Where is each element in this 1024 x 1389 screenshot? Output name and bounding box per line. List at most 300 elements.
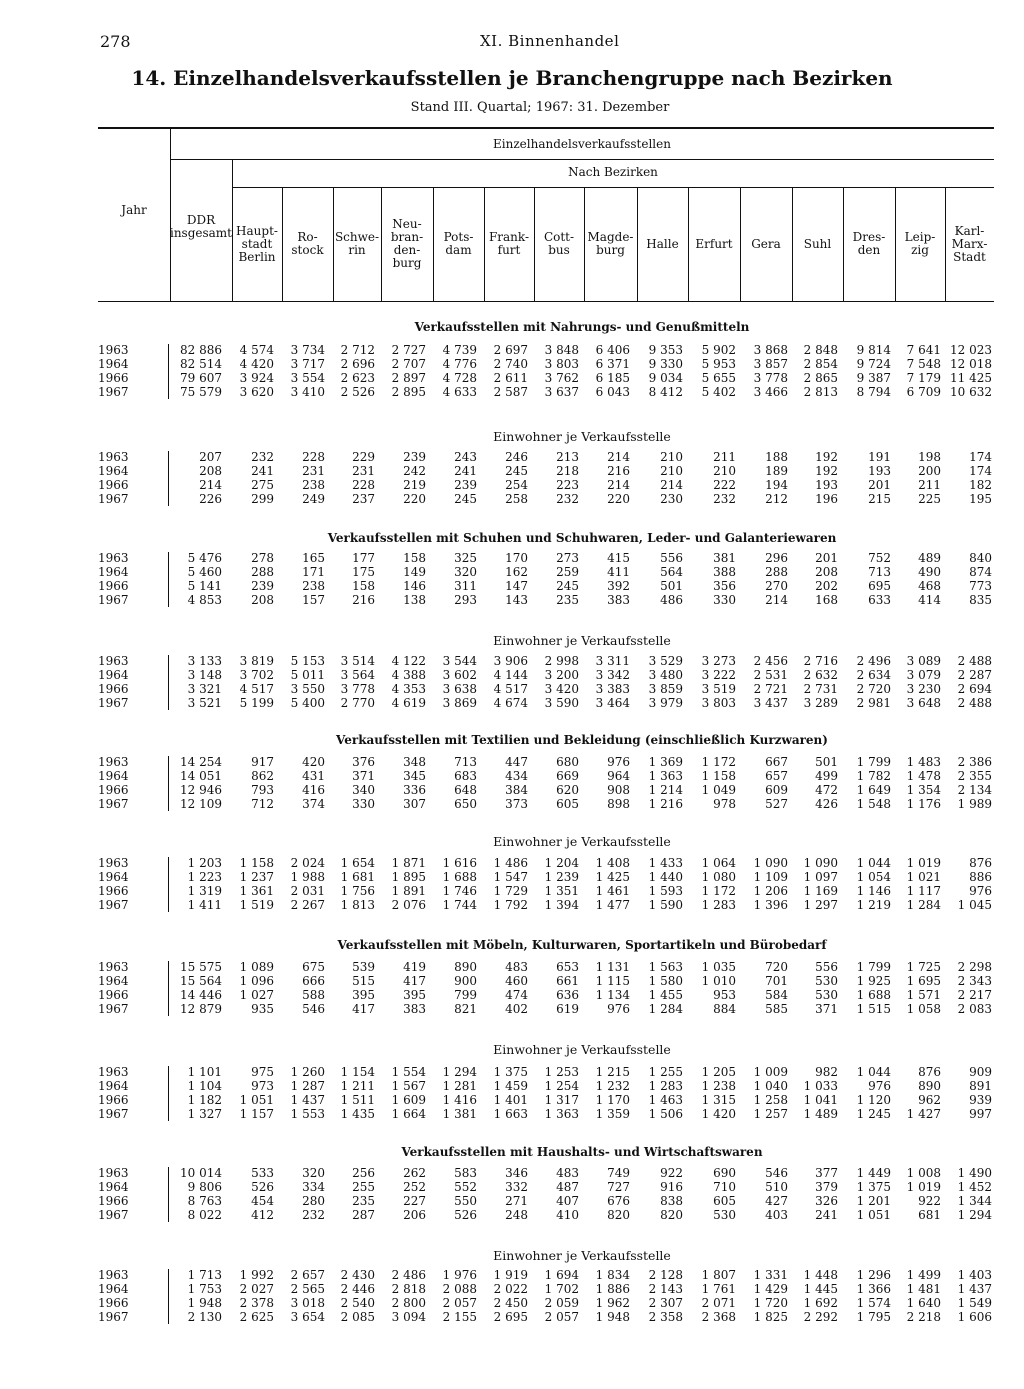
row-value: 6 043 <box>595 385 630 399</box>
row-value: 307 <box>403 797 426 811</box>
row-value: 1 319 <box>187 884 222 898</box>
table-row <box>98 371 994 385</box>
row-year: 1964 <box>98 1180 129 1194</box>
row-value: 1 206 <box>753 884 788 898</box>
row-value: 1 317 <box>544 1093 579 1107</box>
header-column: Ro- stock <box>291 230 324 257</box>
row-value: 195 <box>969 492 992 506</box>
row-value: 177 <box>352 551 375 565</box>
row-value: 192 <box>815 464 838 478</box>
row-value: 1 255 <box>648 1065 683 1079</box>
header-column: Halle <box>646 236 679 251</box>
header-column: Dres- den <box>852 230 886 257</box>
row-value: 1 009 <box>753 1065 788 1079</box>
row-value: 1 427 <box>906 1107 941 1121</box>
row-value: 712 <box>251 797 274 811</box>
row-value: 489 <box>918 551 941 565</box>
row-value: 411 <box>607 565 630 579</box>
row-value: 1 725 <box>906 960 941 974</box>
row-value: 4 353 <box>391 682 426 696</box>
row-value: 419 <box>403 960 426 974</box>
row-value: 1 609 <box>391 1093 426 1107</box>
row-value: 4 633 <box>442 385 477 399</box>
row-value: 1 158 <box>239 856 274 870</box>
row-value: 214 <box>660 478 683 492</box>
row-value: 82 514 <box>180 357 222 371</box>
row-value: 273 <box>556 551 579 565</box>
row-value: 862 <box>251 769 274 783</box>
row-value: 683 <box>454 769 477 783</box>
row-value: 237 <box>352 492 375 506</box>
row-year: 1966 <box>98 371 129 385</box>
row-value: 793 <box>251 783 274 797</box>
row-value: 1 795 <box>856 1310 891 1324</box>
row-value: 1 044 <box>856 856 891 870</box>
row-value: 3 648 <box>906 696 941 710</box>
row-value: 2 076 <box>391 898 426 912</box>
row-value: 976 <box>607 1002 630 1016</box>
row-value: 1 201 <box>856 1194 891 1208</box>
row-value: 799 <box>454 988 477 1002</box>
row-value: 4 728 <box>442 371 477 385</box>
row-value: 147 <box>505 579 528 593</box>
row-value: 6 406 <box>595 343 630 357</box>
row-value: 1 663 <box>493 1107 528 1121</box>
row-value: 7 641 <box>906 343 941 357</box>
row-year: 1966 <box>98 988 129 1002</box>
row-value: 232 <box>713 492 736 506</box>
row-value: 490 <box>918 565 941 579</box>
row-value: 325 <box>454 551 477 565</box>
row-value: 383 <box>607 593 630 607</box>
row-value: 3 018 <box>290 1296 325 1310</box>
row-value: 3 734 <box>290 343 325 357</box>
row-value: 1 799 <box>856 755 891 769</box>
row-value: 515 <box>352 974 375 988</box>
row-value: 206 <box>403 1208 426 1222</box>
header-column: Magde- burg <box>587 230 634 257</box>
row-value: 232 <box>302 1208 325 1222</box>
row-value: 1 239 <box>544 870 579 884</box>
row-value: 211 <box>918 478 941 492</box>
header-jahr: Jahr <box>121 202 147 217</box>
row-value: 14 254 <box>180 755 222 769</box>
row-value: 1 435 <box>340 1107 375 1121</box>
row-value: 1 606 <box>957 1310 992 1324</box>
row-value: 158 <box>403 551 426 565</box>
row-value: 12 023 <box>950 343 992 357</box>
section-title: Einwohner je Verkaufsstelle <box>493 834 671 849</box>
row-value: 12 109 <box>180 797 222 811</box>
row-value: 1 287 <box>290 1079 325 1093</box>
row-value: 2 450 <box>493 1296 528 1310</box>
row-value: 1 215 <box>595 1065 630 1079</box>
row-value: 4 619 <box>391 696 426 710</box>
row-value: 212 <box>765 492 788 506</box>
row-value: 426 <box>815 797 838 811</box>
row-value: 4 574 <box>239 343 274 357</box>
row-value: 410 <box>556 1208 579 1222</box>
row-value: 241 <box>815 1208 838 1222</box>
row-value: 1 117 <box>906 884 941 898</box>
row-value: 1 211 <box>340 1079 375 1093</box>
row-value: 820 <box>607 1208 630 1222</box>
row-value: 1 429 <box>753 1282 788 1296</box>
row-value: 773 <box>969 579 992 593</box>
row-value: 214 <box>765 593 788 607</box>
row-value: 165 <box>302 551 325 565</box>
row-value: 3 803 <box>701 696 736 710</box>
row-value: 1 216 <box>648 797 683 811</box>
row-value: 256 <box>352 1166 375 1180</box>
row-value: 2 740 <box>493 357 528 371</box>
row-value: 935 <box>251 1002 274 1016</box>
row-value: 3 778 <box>753 371 788 385</box>
row-value: 218 <box>556 464 579 478</box>
row-year: 1963 <box>98 343 129 357</box>
row-value: 2 358 <box>648 1310 683 1324</box>
row-value: 188 <box>765 450 788 464</box>
table-row <box>98 654 994 668</box>
row-value: 4 144 <box>493 668 528 682</box>
row-value: 1 219 <box>856 898 891 912</box>
row-value: 271 <box>505 1194 528 1208</box>
row-value: 710 <box>713 1180 736 1194</box>
row-value: 6 371 <box>595 357 630 371</box>
row-year: 1966 <box>98 783 129 797</box>
row-year: 1966 <box>98 478 129 492</box>
row-value: 1 799 <box>856 960 891 974</box>
row-value: 669 <box>556 769 579 783</box>
row-value: 1 351 <box>544 884 579 898</box>
row-value: 246 <box>505 450 528 464</box>
row-value: 585 <box>765 1002 788 1016</box>
row-value: 976 <box>969 884 992 898</box>
row-value: 216 <box>607 464 630 478</box>
row-year: 1963 <box>98 450 129 464</box>
row-value: 146 <box>403 579 426 593</box>
row-value: 676 <box>607 1194 630 1208</box>
row-value: 633 <box>868 593 891 607</box>
row-value: 230 <box>660 492 683 506</box>
row-value: 371 <box>352 769 375 783</box>
section-title: Verkaufsstellen mit Schuhen und Schuhwaren, Leder- und Galanteriewaren <box>327 531 837 545</box>
row-value: 909 <box>969 1065 992 1079</box>
row-value: 7 179 <box>906 371 941 385</box>
table-row <box>98 769 994 783</box>
row-year: 1964 <box>98 565 129 579</box>
row-value: 636 <box>556 988 579 1002</box>
row-value: 227 <box>403 1194 426 1208</box>
row-value: 231 <box>352 464 375 478</box>
section-title: Verkaufsstellen mit Nahrungs- und Genußmitteln <box>414 320 750 334</box>
row-value: 1 489 <box>803 1107 838 1121</box>
row-value: 191 <box>868 450 891 464</box>
row-value: 379 <box>815 1180 838 1194</box>
row-value: 2 565 <box>290 1282 325 1296</box>
row-value: 1 445 <box>803 1282 838 1296</box>
row-value: 143 <box>505 593 528 607</box>
row-value: 434 <box>505 769 528 783</box>
row-value: 82 886 <box>180 343 222 357</box>
row-value: 474 <box>505 988 528 1002</box>
row-value: 2 657 <box>290 1268 325 1282</box>
row-value: 1 664 <box>391 1107 426 1121</box>
row-value: 3 638 <box>442 682 477 696</box>
row-value: 1 681 <box>340 870 375 884</box>
row-value: 648 <box>454 783 477 797</box>
row-value: 3 437 <box>753 696 788 710</box>
row-value: 1 284 <box>906 898 941 912</box>
row-value: 3 906 <box>493 654 528 668</box>
header-divider <box>170 159 994 160</box>
row-value: 3 803 <box>544 357 579 371</box>
row-value: 1 761 <box>701 1282 736 1296</box>
row-value: 1 035 <box>701 960 736 974</box>
row-year: 1966 <box>98 1296 129 1310</box>
row-value: 1 109 <box>753 870 788 884</box>
row-value: 5 153 <box>290 654 325 668</box>
row-value: 2 770 <box>340 696 375 710</box>
row-value: 208 <box>251 593 274 607</box>
row-value: 2 057 <box>544 1310 579 1324</box>
row-value: 175 <box>352 565 375 579</box>
row-value: 3 654 <box>290 1310 325 1324</box>
row-value: 1 891 <box>391 884 426 898</box>
row-value: 1 158 <box>701 769 736 783</box>
row-value: 472 <box>815 783 838 797</box>
row-value: 376 <box>352 755 375 769</box>
row-value: 3 819 <box>239 654 274 668</box>
row-value: 336 <box>403 783 426 797</box>
row-value: 1 895 <box>391 870 426 884</box>
row-value: 454 <box>251 1194 274 1208</box>
row-value: 182 <box>969 478 992 492</box>
row-value: 242 <box>403 464 426 478</box>
row-value: 232 <box>556 492 579 506</box>
row-value: 245 <box>556 579 579 593</box>
row-value: 395 <box>352 988 375 1002</box>
row-value: 2 818 <box>391 1282 426 1296</box>
row-value: 239 <box>454 478 477 492</box>
row-value: 876 <box>969 856 992 870</box>
row-value: 9 353 <box>648 343 683 357</box>
header-column: Schwe- rin <box>334 230 380 257</box>
row-value: 3 564 <box>340 668 375 682</box>
row-value: 657 <box>765 769 788 783</box>
row-value: 407 <box>556 1194 579 1208</box>
row-value: 953 <box>713 988 736 1002</box>
row-value: 1 104 <box>187 1079 222 1093</box>
row-value: 219 <box>403 478 426 492</box>
header-subgroup: Nach Bezirken <box>568 164 658 179</box>
row-year: 1964 <box>98 357 129 371</box>
row-value: 1 948 <box>595 1310 630 1324</box>
row-value: 1 692 <box>803 1296 838 1310</box>
row-value: 1 297 <box>803 898 838 912</box>
row-value: 1 359 <box>595 1107 630 1121</box>
row-value: 9 034 <box>648 371 683 385</box>
header-divider <box>232 187 994 188</box>
row-value: 1 695 <box>906 974 941 988</box>
header-column: Suhl <box>803 236 832 251</box>
row-value: 6 185 <box>595 371 630 385</box>
row-value: 2 800 <box>391 1296 426 1310</box>
row-value: 1 354 <box>906 783 941 797</box>
row-value: 527 <box>765 797 788 811</box>
row-value: 1 204 <box>544 856 579 870</box>
table-row <box>98 1310 994 1324</box>
row-value: 2 488 <box>957 696 992 710</box>
row-value: 340 <box>352 783 375 797</box>
row-value: 1 051 <box>856 1208 891 1222</box>
row-value: 1 925 <box>856 974 891 988</box>
row-value: 1 381 <box>442 1107 477 1121</box>
row-value: 222 <box>713 478 736 492</box>
row-value: 200 <box>918 464 941 478</box>
row-value: 280 <box>302 1194 325 1208</box>
table-row <box>98 1107 994 1121</box>
row-value: 210 <box>660 450 683 464</box>
row-value: 2 696 <box>340 357 375 371</box>
row-value: 1 169 <box>803 884 838 898</box>
row-value: 1 580 <box>648 974 683 988</box>
row-value: 2 895 <box>391 385 426 399</box>
row-value: 1 051 <box>239 1093 274 1107</box>
row-value: 1 080 <box>701 870 736 884</box>
row-value: 1 172 <box>701 884 736 898</box>
row-value: 1 416 <box>442 1093 477 1107</box>
row-value: 3 979 <box>648 696 683 710</box>
row-value: 5 460 <box>187 565 222 579</box>
row-value: 1 296 <box>856 1268 891 1282</box>
row-value: 3 590 <box>544 696 579 710</box>
row-year: 1963 <box>98 654 129 668</box>
table-row <box>98 696 994 710</box>
row-year: 1966 <box>98 682 129 696</box>
row-value: 1 049 <box>701 783 736 797</box>
section-title: Einwohner je Verkaufsstelle <box>493 429 671 444</box>
row-value: 2 531 <box>753 668 788 682</box>
row-value: 2 083 <box>957 1002 992 1016</box>
row-value: 1 294 <box>442 1065 477 1079</box>
row-value: 377 <box>815 1166 838 1180</box>
row-value: 417 <box>352 1002 375 1016</box>
row-value: 3 521 <box>187 696 222 710</box>
row-value: 1 433 <box>648 856 683 870</box>
row-value: 2 217 <box>957 988 992 1002</box>
row-year: 1964 <box>98 769 129 783</box>
row-value: 3 602 <box>442 668 477 682</box>
table-row <box>98 884 994 898</box>
row-value: 3 289 <box>803 696 838 710</box>
row-value: 550 <box>454 1194 477 1208</box>
row-value: 202 <box>815 579 838 593</box>
row-value: 1 713 <box>187 1268 222 1282</box>
row-value: 2 720 <box>856 682 891 696</box>
row-value: 1 649 <box>856 783 891 797</box>
row-value: 1 058 <box>906 1002 941 1016</box>
table-row <box>98 357 994 371</box>
row-value: 14 446 <box>180 988 222 1002</box>
row-value: 2 587 <box>493 385 528 399</box>
table-header <box>98 127 994 302</box>
row-value: 8 763 <box>187 1194 222 1208</box>
row-value: 1 214 <box>648 783 683 797</box>
section-title: Einwohner je Verkaufsstelle <box>493 1042 671 1057</box>
row-value: 220 <box>607 492 630 506</box>
row-value: 2 218 <box>906 1310 941 1324</box>
row-value: 3 550 <box>290 682 325 696</box>
row-value: 1 813 <box>340 898 375 912</box>
row-year: 1967 <box>98 1107 129 1121</box>
row-value: 415 <box>607 551 630 565</box>
table-row <box>98 783 994 797</box>
row-value: 4 388 <box>391 668 426 682</box>
row-value: 526 <box>251 1180 274 1194</box>
row-value: 2 716 <box>803 654 838 668</box>
row-value: 1 478 <box>906 769 941 783</box>
row-year: 1967 <box>98 593 129 607</box>
row-value: 680 <box>556 755 579 769</box>
row-value: 214 <box>607 450 630 464</box>
row-year: 1967 <box>98 385 129 399</box>
table-row <box>98 1166 994 1180</box>
row-value: 1 654 <box>340 856 375 870</box>
row-value: 1 461 <box>595 884 630 898</box>
table-row <box>98 1268 994 1282</box>
row-value: 821 <box>454 1002 477 1016</box>
row-value: 3 514 <box>340 654 375 668</box>
table-row <box>98 343 994 357</box>
row-value: 2 697 <box>493 343 528 357</box>
row-value: 1 019 <box>906 856 941 870</box>
row-value: 1 490 <box>957 1166 992 1180</box>
row-value: 395 <box>403 988 426 1002</box>
row-value: 552 <box>454 1180 477 1194</box>
row-value: 973 <box>251 1079 274 1093</box>
row-value: 2 998 <box>544 654 579 668</box>
section-title: Verkaufsstellen mit Textilien und Bekleidung (einschließlich Kurzwaren) <box>336 733 828 747</box>
row-value: 213 <box>556 450 579 464</box>
row-value: 1 744 <box>442 898 477 912</box>
row-value: 1 064 <box>701 856 736 870</box>
header-column: Haupt- stadt Berlin <box>236 223 278 264</box>
row-value: 214 <box>199 478 222 492</box>
row-value: 214 <box>607 478 630 492</box>
row-value: 997 <box>969 1107 992 1121</box>
row-value: 530 <box>713 1208 736 1222</box>
row-value: 1 283 <box>701 898 736 912</box>
row-value: 1 486 <box>493 856 528 870</box>
section-title: Einwohner je Verkaufsstelle <box>493 1248 671 1263</box>
row-value: 334 <box>302 1180 325 1194</box>
row-value: 1 792 <box>493 898 528 912</box>
row-value: 1 097 <box>803 870 838 884</box>
row-value: 720 <box>765 960 788 974</box>
table-row <box>98 478 994 492</box>
row-value: 2 134 <box>957 783 992 797</box>
row-value: 2 813 <box>803 385 838 399</box>
row-value: 2 634 <box>856 668 891 682</box>
row-value: 8 794 <box>856 385 891 399</box>
row-value: 9 814 <box>856 343 891 357</box>
row-value: 619 <box>556 1002 579 1016</box>
row-value: 1 574 <box>856 1296 891 1310</box>
row-value: 886 <box>969 870 992 884</box>
row-value: 1 154 <box>340 1065 375 1079</box>
row-year: 1963 <box>98 1268 129 1282</box>
